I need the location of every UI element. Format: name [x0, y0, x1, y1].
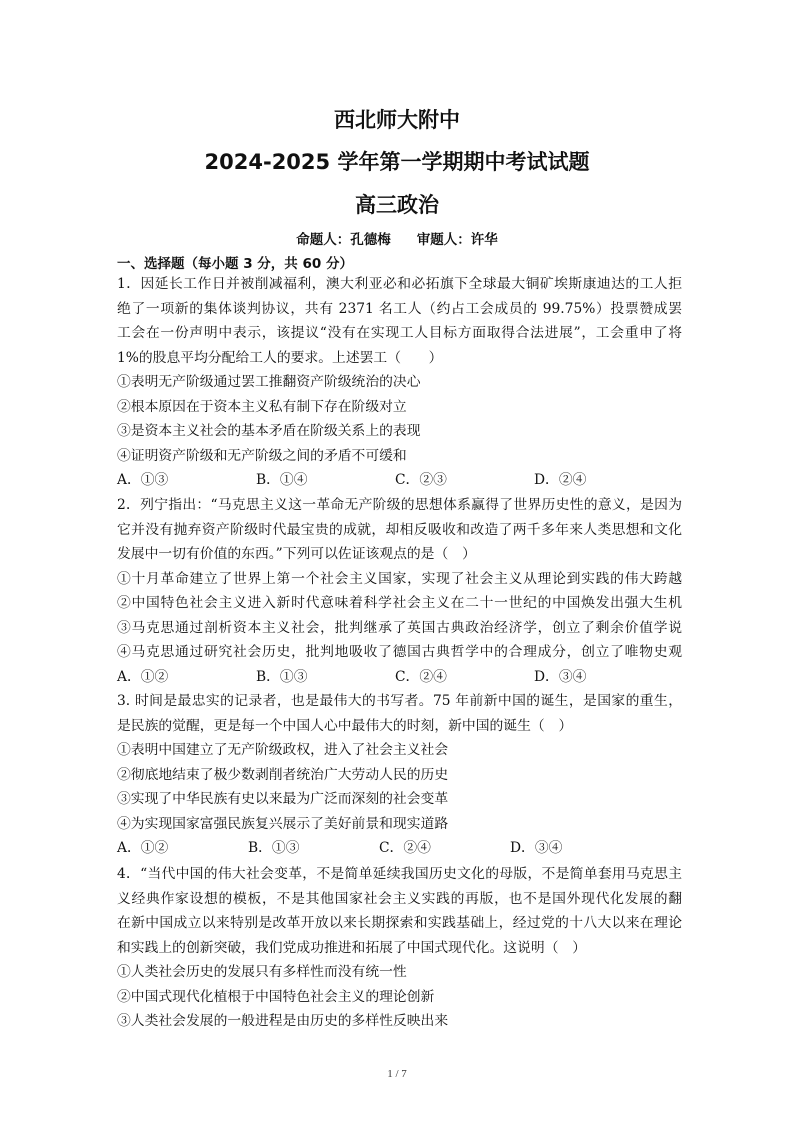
question-stem-line: 它并没有抛弃资产阶级时代最宝贵的成就，却相反吸收和改造了两千多年来人类思想和文化: [117, 521, 682, 538]
question-item: ④为实现国家富强民族复兴展示了美好前景和现实道路: [117, 815, 449, 832]
question-item: ②中国式现代化植根于中国特色社会主义的理论创新: [117, 988, 435, 1005]
option-b: B．①③: [248, 840, 300, 856]
question-item: ③人类社会发展的一般进程是由历史的多样性反映出来: [117, 1013, 449, 1029]
question-1: [117, 272, 682, 493]
exam-setters: [0, 228, 794, 248]
option-a: A．①②: [117, 840, 169, 856]
question-stem-line: 是民族的觉醒，更是每一个中国人心中最伟大的时刻，新中国的诞生（ ）: [117, 717, 573, 734]
page-number: 1 / 7: [387, 1068, 407, 1080]
question-item: ④证明资产阶级和无产阶级之间的矛盾不可缓和: [117, 447, 407, 464]
answer-options: [117, 468, 682, 493]
question-item: ②彻底地结束了极少数剥削者统治广大劳动人民的历史: [117, 766, 449, 783]
setter-name: 命题人：孔德梅: [296, 232, 391, 248]
question-item: ①十月革命建立了世界上第一个社会主义国家，实现了社会主义从理论到实践的伟大跨越: [117, 570, 682, 587]
option-a: A．①③: [117, 472, 169, 488]
option-d: D．③④: [510, 840, 563, 856]
question-4: [117, 862, 682, 1034]
answer-options: [117, 665, 682, 690]
question-item: ②根本原因在于资本主义私有制下存在阶级对立: [117, 398, 407, 415]
reviewer-name: 审题人：许华: [416, 232, 498, 248]
option-c: C．②④: [379, 840, 431, 856]
question-stem-line: 1．因延长工作日并被削减福利，澳大利亚必和必拓旗下全球最大铜矿埃斯康迪达的工人拒: [117, 276, 682, 292]
answer-options: [117, 836, 682, 861]
option-d: D．③④: [534, 668, 587, 685]
question-stem-line: 绝了一项新的集体谈判协议，共有 2371 名工人（约占工会成员的 99.75%）投票赞成罢: [117, 300, 682, 317]
question-stem-line: 工会在一份声明中表示，该提议“没有在实现工人目标方面取得合法进展”，工会重申了将: [117, 325, 682, 341]
question-stem-line: 1%的股息平均分配给工人的要求。上述罢工（ ）: [117, 349, 443, 366]
question-item: ②中国特色社会主义进入新时代意味着科学社会主义在二十一世纪的中国焕发出强大生机: [117, 595, 682, 611]
option-c: C．②④: [395, 668, 447, 685]
question-stem-line: 发展中一切有价值的东西。”下列可以佐证该观点的是（ ）: [117, 546, 476, 562]
question-item: ①表明无产阶级通过罢工推翻资产阶级统治的决心: [117, 374, 421, 390]
option-d: D．②④: [534, 472, 587, 488]
question-stem-line: 2．列宁指出：“马克思主义这一革命无产阶级的思想体系赢得了世界历史性的意义，是因为: [117, 497, 682, 513]
subject-title: 高三政治: [355, 193, 439, 217]
exam-title: 2024-2025 学年第一学期期中考试试题: [204, 150, 590, 174]
question-item: ①人类社会历史的发展只有多样性而没有统一性: [117, 964, 407, 980]
question-stem-line: 3. 时间是最忠实的记录者，也是最伟大的书写者。75 年前新中国的诞生，是国家的重生，: [117, 693, 682, 709]
option-b: B．①④: [256, 472, 308, 488]
option-a: A．①②: [117, 668, 169, 685]
question-item: ④马克思通过研究社会历史，批判地吸收了德国古典哲学中的合理成分，创立了唯物史观: [117, 644, 682, 660]
school-name: 西北师大附中: [334, 108, 460, 132]
question-2: [117, 493, 682, 689]
question-item: ③是资本主义社会的基本矛盾在阶级关系上的表现: [117, 423, 421, 439]
question-stem-line: 在新中国成立以来特别是改革开放以来长期探索和实践基础上，经过党的十八大以来在理论: [117, 915, 682, 931]
option-c: C．②③: [395, 472, 447, 488]
question-stem-line: 义经典作家设想的模板，不是其他国家社会主义实践的再版，也不是国外现代化发展的翻: [117, 890, 682, 907]
question-stem-line: 和实践上的创新突破，我们党成功推进和拓展了中国式现代化。这说明（ ）: [117, 939, 587, 956]
option-b: B．①③: [256, 668, 308, 685]
question-3: [117, 689, 682, 861]
question-item: ③马克思通过剖析资本主义社会，批判继承了英国古典政治经济学，创立了剩余价值学说: [117, 619, 682, 636]
question-item: ①表明中国建立了无产阶级政权，进入了社会主义社会: [117, 742, 449, 758]
question-stem-line: 4．“当代中国的伟大社会变革，不是简单延续我国历史文化的母版，不是简单套用马克思主: [117, 866, 682, 882]
section-heading: 一、选择题（每小题 3 分，共 60 分）: [117, 256, 353, 272]
question-item: ③实现了中华民族有史以来最为广泛而深刻的社会变革: [117, 791, 449, 807]
